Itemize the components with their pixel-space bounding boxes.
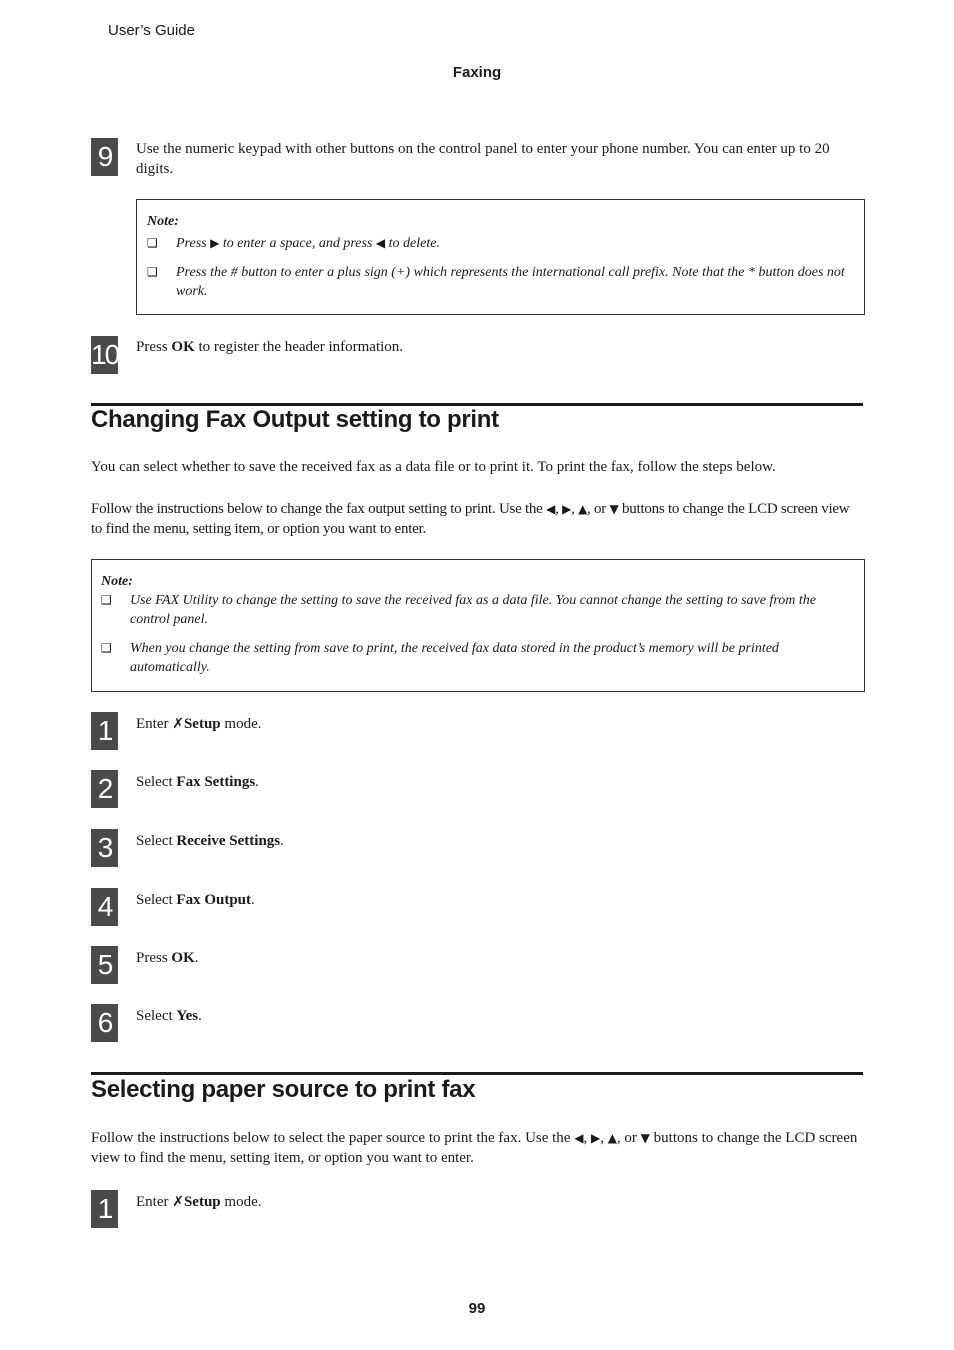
checkbox-bullet-icon: ❑ <box>147 236 158 250</box>
up-arrow-icon: ▲ <box>607 1131 617 1145</box>
step-number-2: 2 <box>91 770 118 808</box>
note-item <box>101 639 855 677</box>
step-number-1: 1 <box>91 1190 118 1228</box>
step-9-text: Use the numeric keypad with other buttons on the control panel to enter your phone number. You can enter up to 20 digits. <box>136 141 830 177</box>
checkbox-bullet-icon: ❑ <box>101 593 112 607</box>
note-text: Use FAX Utility to change the setting to save the received fax as a data file. You cannot change the setting to save from the control panel. <box>130 593 816 627</box>
section-heading-fax-output: Changing Fax Output setting to print <box>91 406 499 433</box>
step-number-9: 9 <box>91 138 118 176</box>
step-number-4: 4 <box>91 888 118 926</box>
note-item <box>101 591 855 629</box>
step-number-1: 1 <box>91 712 118 750</box>
setup-wrench-icon: ✗ <box>172 1194 184 1210</box>
setup-wrench-icon: ✗ <box>172 716 184 732</box>
step-3-text: Select Receive Settings. <box>136 833 284 849</box>
step-1-text: Enter ✗Setup mode. <box>136 716 262 732</box>
chapter-title: Faxing <box>452 64 502 81</box>
note-box-2 <box>91 559 865 692</box>
note-text: to delete. <box>388 236 440 251</box>
note-title: Note: <box>147 214 179 229</box>
note-title: Note: <box>101 574 133 589</box>
left-arrow-icon: ◀ <box>546 502 556 516</box>
note-box-1 <box>136 199 865 315</box>
page-number: 99 <box>468 1300 486 1317</box>
down-arrow-icon: ▼ <box>640 1131 650 1145</box>
left-arrow-icon: ◀ <box>375 236 386 250</box>
step-10-text: Press OK to register the header information. <box>136 339 404 355</box>
guide-title: User’s Guide <box>108 22 195 39</box>
step-2-text: Select Fax Settings. <box>136 774 259 790</box>
step-number-6: 6 <box>91 1004 118 1042</box>
step-number-3: 3 <box>91 829 118 867</box>
step-number-10: 10 <box>91 336 118 374</box>
right-arrow-icon: ▶ <box>210 236 220 250</box>
step-number-5: 5 <box>91 946 118 984</box>
section-divider <box>91 1072 863 1075</box>
right-arrow-icon: ▶ <box>590 1131 601 1145</box>
paragraph: Follow the instructions below to select the paper source to print the fax. Use the ◀, ▶, ▲, or ▼ buttons to change the LCD screen view to find the menu, setting item, or option you want to enter. <box>91 1130 858 1166</box>
note-text: Press the # button to enter a plus sign (+) which represents the international call prefix. Note that the * button does not work. <box>176 265 845 299</box>
note-text: When you change the setting from save to print, the received fax data stored in the product’s memory will be printed automatically. <box>130 641 779 675</box>
step-6-text: Select Yes. <box>136 1008 202 1024</box>
step-4-text: Select Fax Output. <box>136 892 255 908</box>
note-item <box>147 263 854 301</box>
paragraph: Follow the instructions below to change the fax output setting to print. Use the ◀, ▶, ▲, or ▼ buttons to change the LCD screen view to find the menu, setting item, or option you want to enter. <box>91 501 850 537</box>
checkbox-bullet-icon: ❑ <box>147 265 158 279</box>
note-text: Press <box>176 236 207 251</box>
step-5-text: Press OK. <box>136 950 199 966</box>
down-arrow-icon: ▼ <box>609 502 619 516</box>
right-arrow-icon: ▶ <box>562 502 572 516</box>
up-arrow-icon: ▲ <box>578 502 588 516</box>
step-1-text: Enter ✗Setup mode. <box>136 1194 262 1210</box>
paragraph: You can select whether to save the received fax as a data file or to print it. To print the fax, follow the steps below. <box>91 459 776 475</box>
left-arrow-icon: ◀ <box>574 1131 584 1145</box>
note-item <box>147 234 854 253</box>
section-heading-paper-source: Selecting paper source to print fax <box>91 1076 476 1103</box>
note-text: to enter a space, and press <box>222 236 373 251</box>
checkbox-bullet-icon: ❑ <box>101 641 112 655</box>
